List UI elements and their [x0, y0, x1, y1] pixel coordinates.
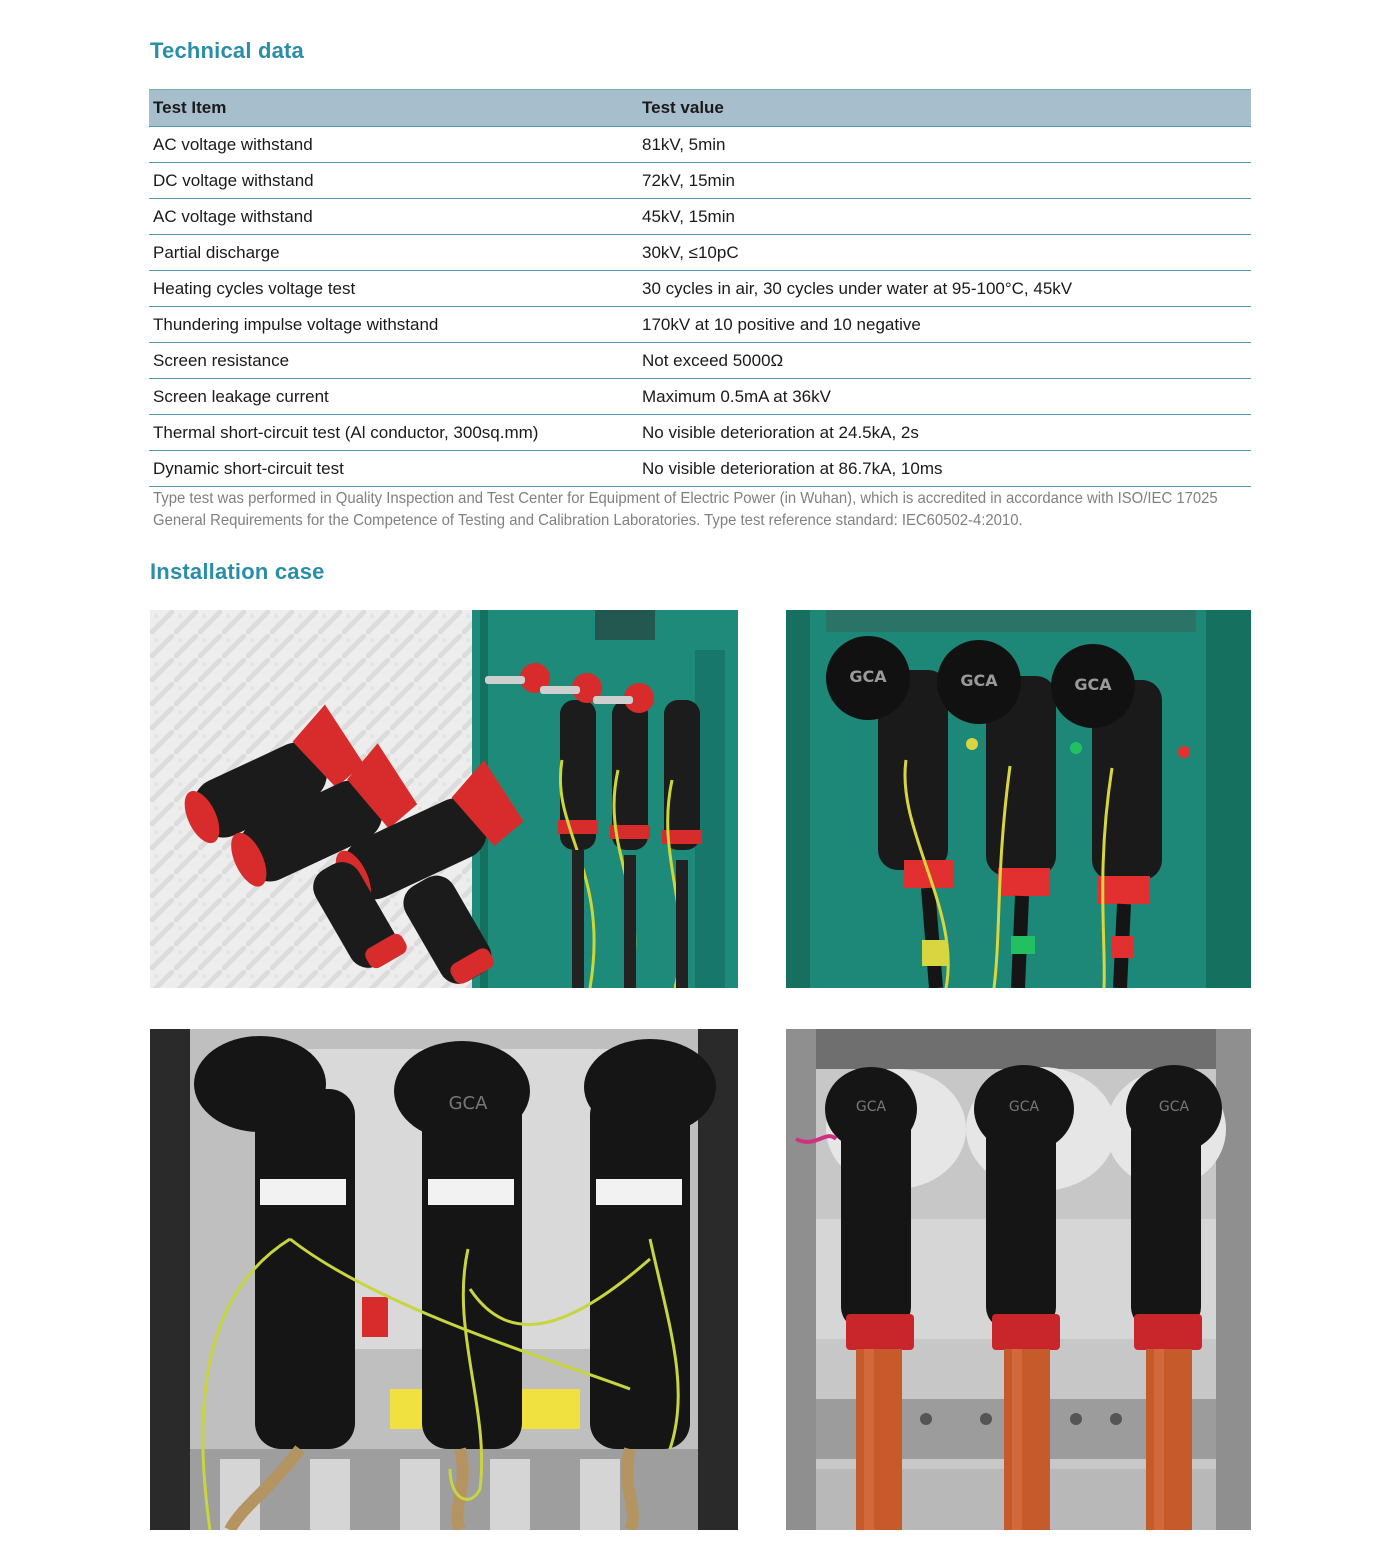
test-value: No visible deterioration at 86.7kA, 10ms	[638, 451, 1251, 487]
table-row	[149, 127, 1251, 163]
column-header-test-item: Test Item	[149, 90, 638, 127]
test-item: Thundering impulse voltage withstand	[149, 307, 638, 343]
test-value: Not exceed 5000Ω	[638, 343, 1251, 379]
test-item: Dynamic short-circuit test	[149, 451, 638, 487]
gca-logo: GCA	[960, 671, 998, 690]
installation-photo-2	[786, 610, 1251, 988]
installation-photo-4	[786, 1029, 1251, 1530]
table-row	[149, 415, 1251, 451]
photo-1-illustration	[150, 610, 738, 988]
table-row	[149, 379, 1251, 415]
technical-data-title: Technical data	[150, 38, 304, 63]
table-row	[149, 451, 1251, 487]
test-item: DC voltage withstand	[149, 163, 638, 199]
table-row	[149, 199, 1251, 235]
test-item: Partial discharge	[149, 235, 638, 271]
test-item: Heating cycles voltage test	[149, 271, 638, 307]
gca-logo: GCA	[1008, 1099, 1040, 1115]
gca-logo: GCA	[1158, 1099, 1190, 1115]
column-header-test-value: Test value	[638, 90, 1251, 127]
photo-2-illustration	[786, 610, 1251, 988]
test-value: 30kV, ≤10pC	[638, 235, 1251, 271]
test-item: Screen leakage current	[149, 379, 638, 415]
installation-photo-1	[150, 610, 738, 988]
gca-logo: GCA	[849, 667, 887, 686]
table-row	[149, 163, 1251, 199]
test-value: 45kV, 15min	[638, 199, 1251, 235]
gca-logo: GCA	[448, 1093, 488, 1114]
test-value: 170kV at 10 positive and 10 negative	[638, 307, 1251, 343]
gca-logo: GCA	[1074, 675, 1112, 694]
test-value: Maximum 0.5mA at 36kV	[638, 379, 1251, 415]
technical-data-table	[149, 89, 1251, 487]
test-item: AC voltage withstand	[149, 199, 638, 235]
test-item: Screen resistance	[149, 343, 638, 379]
installation-case-title: Installation case	[150, 559, 325, 584]
test-value: 81kV, 5min	[638, 127, 1251, 163]
test-value: 30 cycles in air, 30 cycles under water at 95-100°C, 45kV	[638, 271, 1251, 307]
photo-4-illustration	[786, 1029, 1251, 1530]
test-value: 72kV, 15min	[638, 163, 1251, 199]
table-header-row	[149, 90, 1251, 127]
table-row	[149, 235, 1251, 271]
table-row	[149, 271, 1251, 307]
test-item: Thermal short-circuit test (Al conductor, 300sq.mm)	[149, 415, 638, 451]
gca-logo: GCA	[855, 1099, 887, 1115]
installation-photo-3	[150, 1029, 738, 1530]
table-row	[149, 343, 1251, 379]
test-value: No visible deterioration at 24.5kA, 2s	[638, 415, 1251, 451]
photo-3-illustration	[150, 1029, 738, 1530]
table-row	[149, 307, 1251, 343]
type-test-note: Type test was performed in Quality Inspection and Test Center for Equipment of Electric Power (in Wuhan), which is accredited in accordance with ISO/IEC 17025 General Requirements for the Competence of Testing and Calibration Laboratories. Type test reference standard: IEC60502-4:2010.	[153, 490, 1218, 529]
test-item: AC voltage withstand	[149, 127, 638, 163]
